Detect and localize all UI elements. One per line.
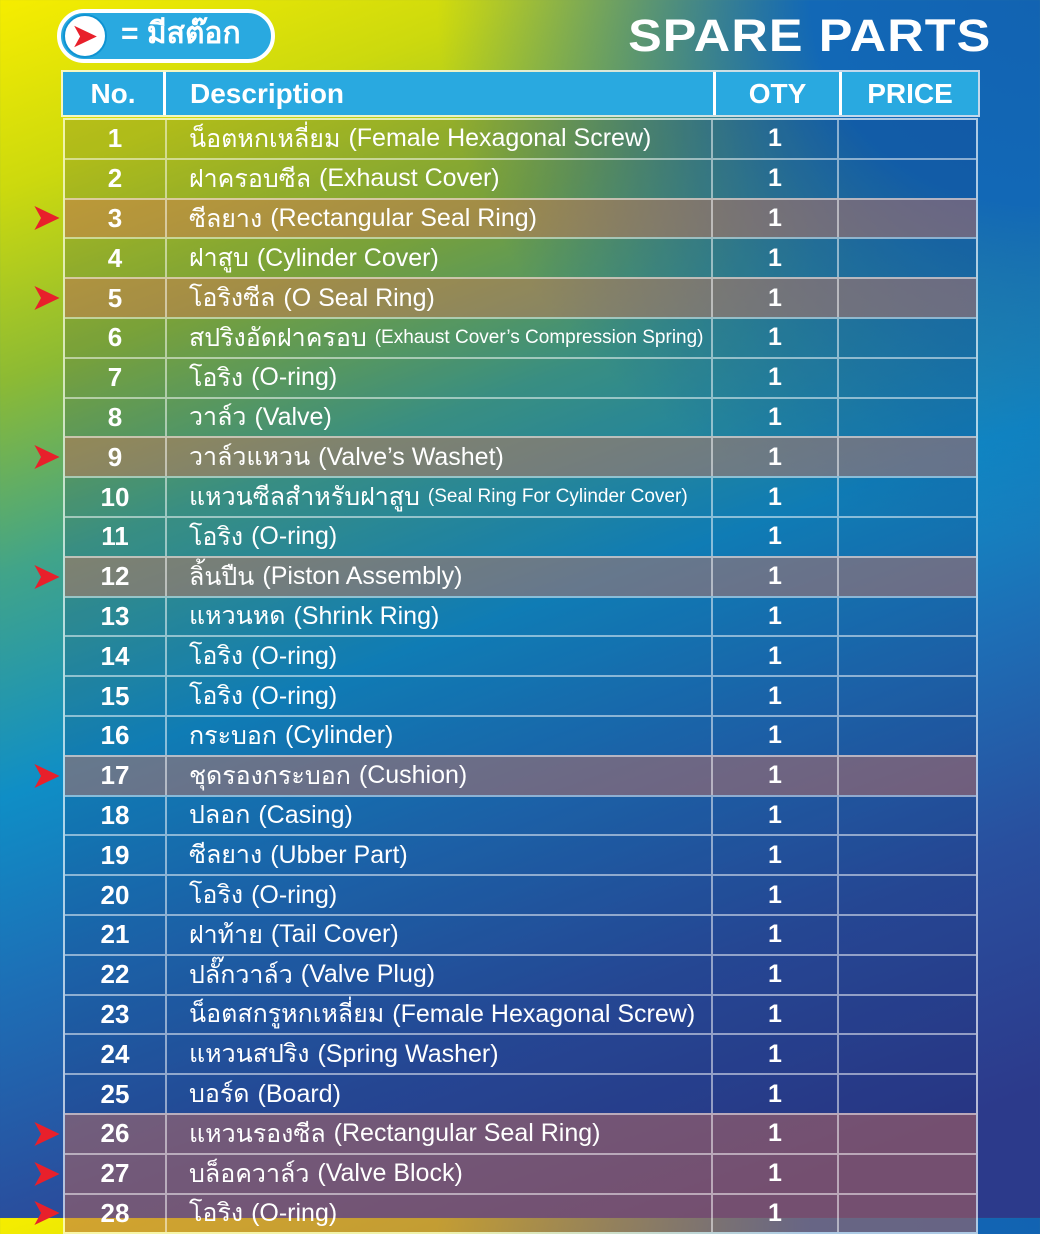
row-description — [165, 438, 711, 476]
row-qty: 1 — [711, 637, 837, 675]
row-price — [837, 438, 976, 476]
row-number: 2 — [107, 163, 123, 194]
row-description-thai: โอริง — [189, 881, 244, 910]
row-description-thai: โอริงซีล — [189, 284, 276, 313]
row-description — [165, 757, 711, 795]
table-row — [65, 317, 976, 357]
row-description-thai: กระบอก — [189, 721, 278, 750]
row-description-english: (Valve Plug) — [300, 960, 436, 989]
table-row — [65, 1073, 976, 1113]
row-description — [165, 956, 711, 994]
row-price — [837, 996, 976, 1034]
row-description — [165, 836, 711, 874]
in-stock-arrow-icon — [32, 759, 62, 793]
row-description-thai: ฝาท้าย — [189, 920, 263, 949]
row-qty: 1 — [711, 1115, 837, 1153]
row-description — [165, 1195, 711, 1233]
row-number: 13 — [100, 600, 130, 631]
row-description-english: (Casing) — [258, 800, 353, 829]
table-row — [65, 1193, 976, 1233]
col-header-no: No. — [90, 77, 136, 109]
in-stock-arrow-icon — [32, 1117, 62, 1151]
row-description — [165, 717, 711, 755]
table-row — [65, 158, 976, 198]
row-description-english: (Exhaust Cover) — [319, 164, 500, 193]
row-price — [837, 1195, 976, 1233]
legend-text: = มีสต๊อก — [121, 17, 241, 50]
row-description — [165, 1035, 711, 1073]
row-description-english: (O-ring) — [251, 522, 338, 551]
row-description-thai: ปลอก — [189, 801, 251, 830]
row-description-english: (Female Hexagonal Screw) — [348, 124, 652, 153]
row-price — [837, 757, 976, 795]
row-qty: 1 — [711, 239, 837, 277]
row-description — [165, 637, 711, 675]
row-description-thai: ซีลยาง — [189, 841, 263, 870]
row-description — [165, 916, 711, 954]
row-number: 18 — [100, 799, 130, 830]
table-row — [65, 675, 976, 715]
table-row — [65, 237, 976, 277]
row-description-thai: ซีลยาง — [189, 204, 263, 233]
row-price — [837, 677, 976, 715]
col-header-qty: OTY — [713, 72, 839, 115]
row-qty: 1 — [711, 558, 837, 596]
row-description — [165, 996, 711, 1034]
row-description-english: (Valve) — [254, 402, 332, 431]
row-qty: 1 — [711, 319, 837, 357]
row-number: 26 — [100, 1118, 130, 1149]
row-description — [165, 1155, 711, 1193]
row-description-english: (Female Hexagonal Screw) — [392, 999, 696, 1028]
legend-badge — [57, 9, 275, 63]
row-description-english: (Seal Ring For Cylinder Cover) — [427, 486, 688, 508]
row-price — [837, 598, 976, 636]
row-price — [837, 279, 976, 317]
in-stock-arrow-icon — [32, 560, 62, 594]
table-row — [65, 1033, 976, 1073]
col-header-description: Description — [163, 72, 713, 115]
row-price — [837, 1155, 976, 1193]
in-stock-arrow-icon — [32, 201, 62, 235]
row-description-thai: วาล์วแหวน — [189, 443, 311, 472]
row-description-thai: สปริงอัดฝาครอบ — [189, 323, 367, 352]
row-description — [165, 478, 711, 516]
row-description-thai: แหวนหด — [189, 602, 286, 631]
row-description — [165, 359, 711, 397]
row-description-english: (Rectangular Seal Ring) — [333, 1119, 601, 1148]
row-description — [165, 319, 711, 357]
row-description-english: (Piston Assembly) — [262, 562, 463, 591]
red-arrow-icon — [72, 23, 99, 50]
row-number: 23 — [100, 998, 130, 1029]
row-description — [165, 1115, 711, 1153]
table-row — [65, 914, 976, 954]
row-qty: 1 — [711, 757, 837, 795]
row-price — [837, 239, 976, 277]
table-row — [65, 1113, 976, 1153]
table-row — [65, 795, 976, 835]
row-qty: 1 — [711, 916, 837, 954]
row-description-thai: ฝาสูบ — [189, 244, 249, 273]
row-qty: 1 — [711, 836, 837, 874]
row-number: 1 — [107, 123, 123, 154]
row-description-thai: แหวนสปริง — [189, 1040, 310, 1069]
row-description — [165, 399, 711, 437]
row-number: 17 — [100, 760, 130, 791]
row-number: 5 — [107, 282, 123, 313]
row-price — [837, 478, 976, 516]
table-body — [63, 118, 978, 1234]
row-description-thai: โอริง — [189, 642, 244, 671]
row-number: 11 — [101, 521, 129, 552]
row-number: 24 — [100, 1038, 130, 1069]
row-number: 14 — [100, 640, 130, 671]
row-price — [837, 637, 976, 675]
row-qty: 1 — [711, 797, 837, 835]
row-qty: 1 — [711, 996, 837, 1034]
row-qty: 1 — [711, 1035, 837, 1073]
row-price — [837, 1115, 976, 1153]
table-row — [65, 834, 976, 874]
row-qty: 1 — [711, 200, 837, 238]
row-description-thai: โอริง — [189, 363, 244, 392]
table-header — [63, 72, 978, 115]
table-row — [65, 397, 976, 437]
row-description-english: (O-ring) — [251, 641, 338, 670]
row-description-english: (Cylinder) — [285, 721, 394, 750]
table-row — [65, 1153, 976, 1193]
row-number: 6 — [107, 322, 123, 353]
table-row — [65, 715, 976, 755]
table-row — [65, 994, 976, 1034]
row-qty: 1 — [711, 956, 837, 994]
row-number: 21 — [100, 919, 130, 950]
table-row — [65, 198, 976, 238]
row-description-thai: โอริง — [189, 682, 244, 711]
row-description — [165, 239, 711, 277]
row-description-english: (O-ring) — [251, 681, 338, 710]
row-number: 20 — [100, 879, 130, 910]
row-description-english: (Cushion) — [358, 761, 468, 790]
row-description-english: (O-ring) — [251, 1198, 338, 1227]
row-price — [837, 359, 976, 397]
table-row — [65, 516, 976, 556]
row-number: 16 — [100, 720, 130, 751]
row-price — [837, 836, 976, 874]
row-qty: 1 — [711, 359, 837, 397]
row-number: 7 — [107, 362, 123, 393]
row-description-english: (Tail Cover) — [270, 920, 399, 949]
row-price — [837, 717, 976, 755]
row-description — [165, 279, 711, 317]
row-qty: 1 — [711, 1195, 837, 1233]
row-description-thai: โอริง — [189, 522, 244, 551]
col-header-price: PRICE — [839, 72, 978, 115]
row-description-thai: น็อตสกรูหกเหลี่ยม — [189, 1000, 385, 1029]
in-stock-arrow-icon — [32, 440, 62, 474]
in-stock-arrow-icon — [32, 281, 62, 315]
row-price — [837, 120, 976, 158]
row-qty: 1 — [711, 717, 837, 755]
row-description-thai: น็อตหกเหลี่ยม — [189, 124, 341, 153]
row-price — [837, 518, 976, 556]
row-qty: 1 — [711, 598, 837, 636]
row-description — [165, 120, 711, 158]
row-description-english: (O-ring) — [251, 363, 338, 392]
row-price — [837, 1035, 976, 1073]
table-row — [65, 556, 976, 596]
page-title: SPARE PARTS — [627, 10, 991, 61]
table-row — [65, 755, 976, 795]
table-row — [65, 476, 976, 516]
row-price — [837, 797, 976, 835]
table-row — [65, 596, 976, 636]
row-qty: 1 — [711, 399, 837, 437]
row-number: 4 — [107, 242, 123, 273]
row-number: 22 — [100, 959, 130, 990]
row-description — [165, 1075, 711, 1113]
row-description-thai: ลิ้นปืน — [189, 562, 255, 591]
row-qty: 1 — [711, 120, 837, 158]
row-qty: 1 — [711, 478, 837, 516]
row-qty: 1 — [711, 1075, 837, 1113]
table-row — [65, 357, 976, 397]
table-row — [65, 120, 976, 158]
row-qty: 1 — [711, 518, 837, 556]
row-number: 28 — [100, 1197, 130, 1228]
row-number: 9 — [107, 441, 123, 472]
row-description-english: (Ubber Part) — [270, 840, 408, 869]
row-description-english: (Valve’s Washet) — [318, 442, 504, 471]
row-number: 25 — [100, 1078, 130, 1109]
in-stock-arrow-icon — [32, 1157, 62, 1191]
row-description — [165, 598, 711, 636]
row-description-english: (Spring Washer) — [317, 1039, 499, 1068]
row-qty: 1 — [711, 279, 837, 317]
row-description-thai: บอร์ด — [189, 1080, 250, 1109]
row-description — [165, 876, 711, 914]
row-qty: 1 — [711, 677, 837, 715]
row-price — [837, 956, 976, 994]
row-number: 10 — [100, 481, 130, 512]
row-description — [165, 160, 711, 198]
row-description-english: (Valve Block) — [317, 1159, 463, 1188]
row-price — [837, 399, 976, 437]
table-row — [65, 874, 976, 914]
row-qty: 1 — [711, 876, 837, 914]
row-price — [837, 200, 976, 238]
row-description-thai: โอริง — [189, 1199, 244, 1228]
row-price — [837, 876, 976, 914]
row-qty: 1 — [711, 1155, 837, 1193]
table-row — [65, 436, 976, 476]
row-description-english: (O Seal Ring) — [283, 283, 435, 312]
row-description-thai: ปลั๊กวาล์ว — [189, 960, 293, 989]
row-number: 15 — [100, 680, 130, 711]
table-row — [65, 635, 976, 675]
table-row — [65, 954, 976, 994]
row-description-thai: วาล์ว — [189, 403, 247, 432]
row-description-english: (Board) — [257, 1079, 341, 1108]
row-number: 19 — [100, 839, 130, 870]
row-description-thai: ฝาครอบซีล — [189, 164, 312, 193]
row-description-english: (Shrink Ring) — [293, 601, 440, 630]
row-description-thai: ชุดรองกระบอก — [189, 761, 351, 790]
row-description-english: (Cylinder Cover) — [256, 243, 439, 272]
row-description-thai: แหวนรองซีล — [189, 1119, 326, 1148]
row-price — [837, 558, 976, 596]
row-description-thai: บล็อควาล์ว — [189, 1159, 310, 1188]
row-number: 8 — [107, 401, 123, 432]
in-stock-arrow-icon — [32, 1196, 62, 1230]
row-description — [165, 677, 711, 715]
row-description — [165, 558, 711, 596]
row-number: 12 — [100, 561, 130, 592]
row-qty: 1 — [711, 160, 837, 198]
row-description — [165, 200, 711, 238]
row-description-thai: แหวนซีลสำหรับฝาสูบ — [189, 483, 420, 512]
row-price — [837, 916, 976, 954]
row-price — [837, 319, 976, 357]
legend-circle — [63, 14, 107, 58]
row-number: 27 — [100, 1158, 130, 1189]
table-row — [65, 277, 976, 317]
row-description-english: (Exhaust Cover’s Compression Spring) — [374, 326, 704, 348]
row-description-english: (Rectangular Seal Ring) — [270, 203, 537, 232]
row-description — [165, 518, 711, 556]
row-qty: 1 — [711, 438, 837, 476]
row-price — [837, 160, 976, 198]
row-description-english: (O-ring) — [251, 880, 338, 909]
row-description — [165, 797, 711, 835]
row-price — [837, 1075, 976, 1113]
row-number: 3 — [107, 202, 123, 233]
parts-table — [63, 72, 978, 1234]
